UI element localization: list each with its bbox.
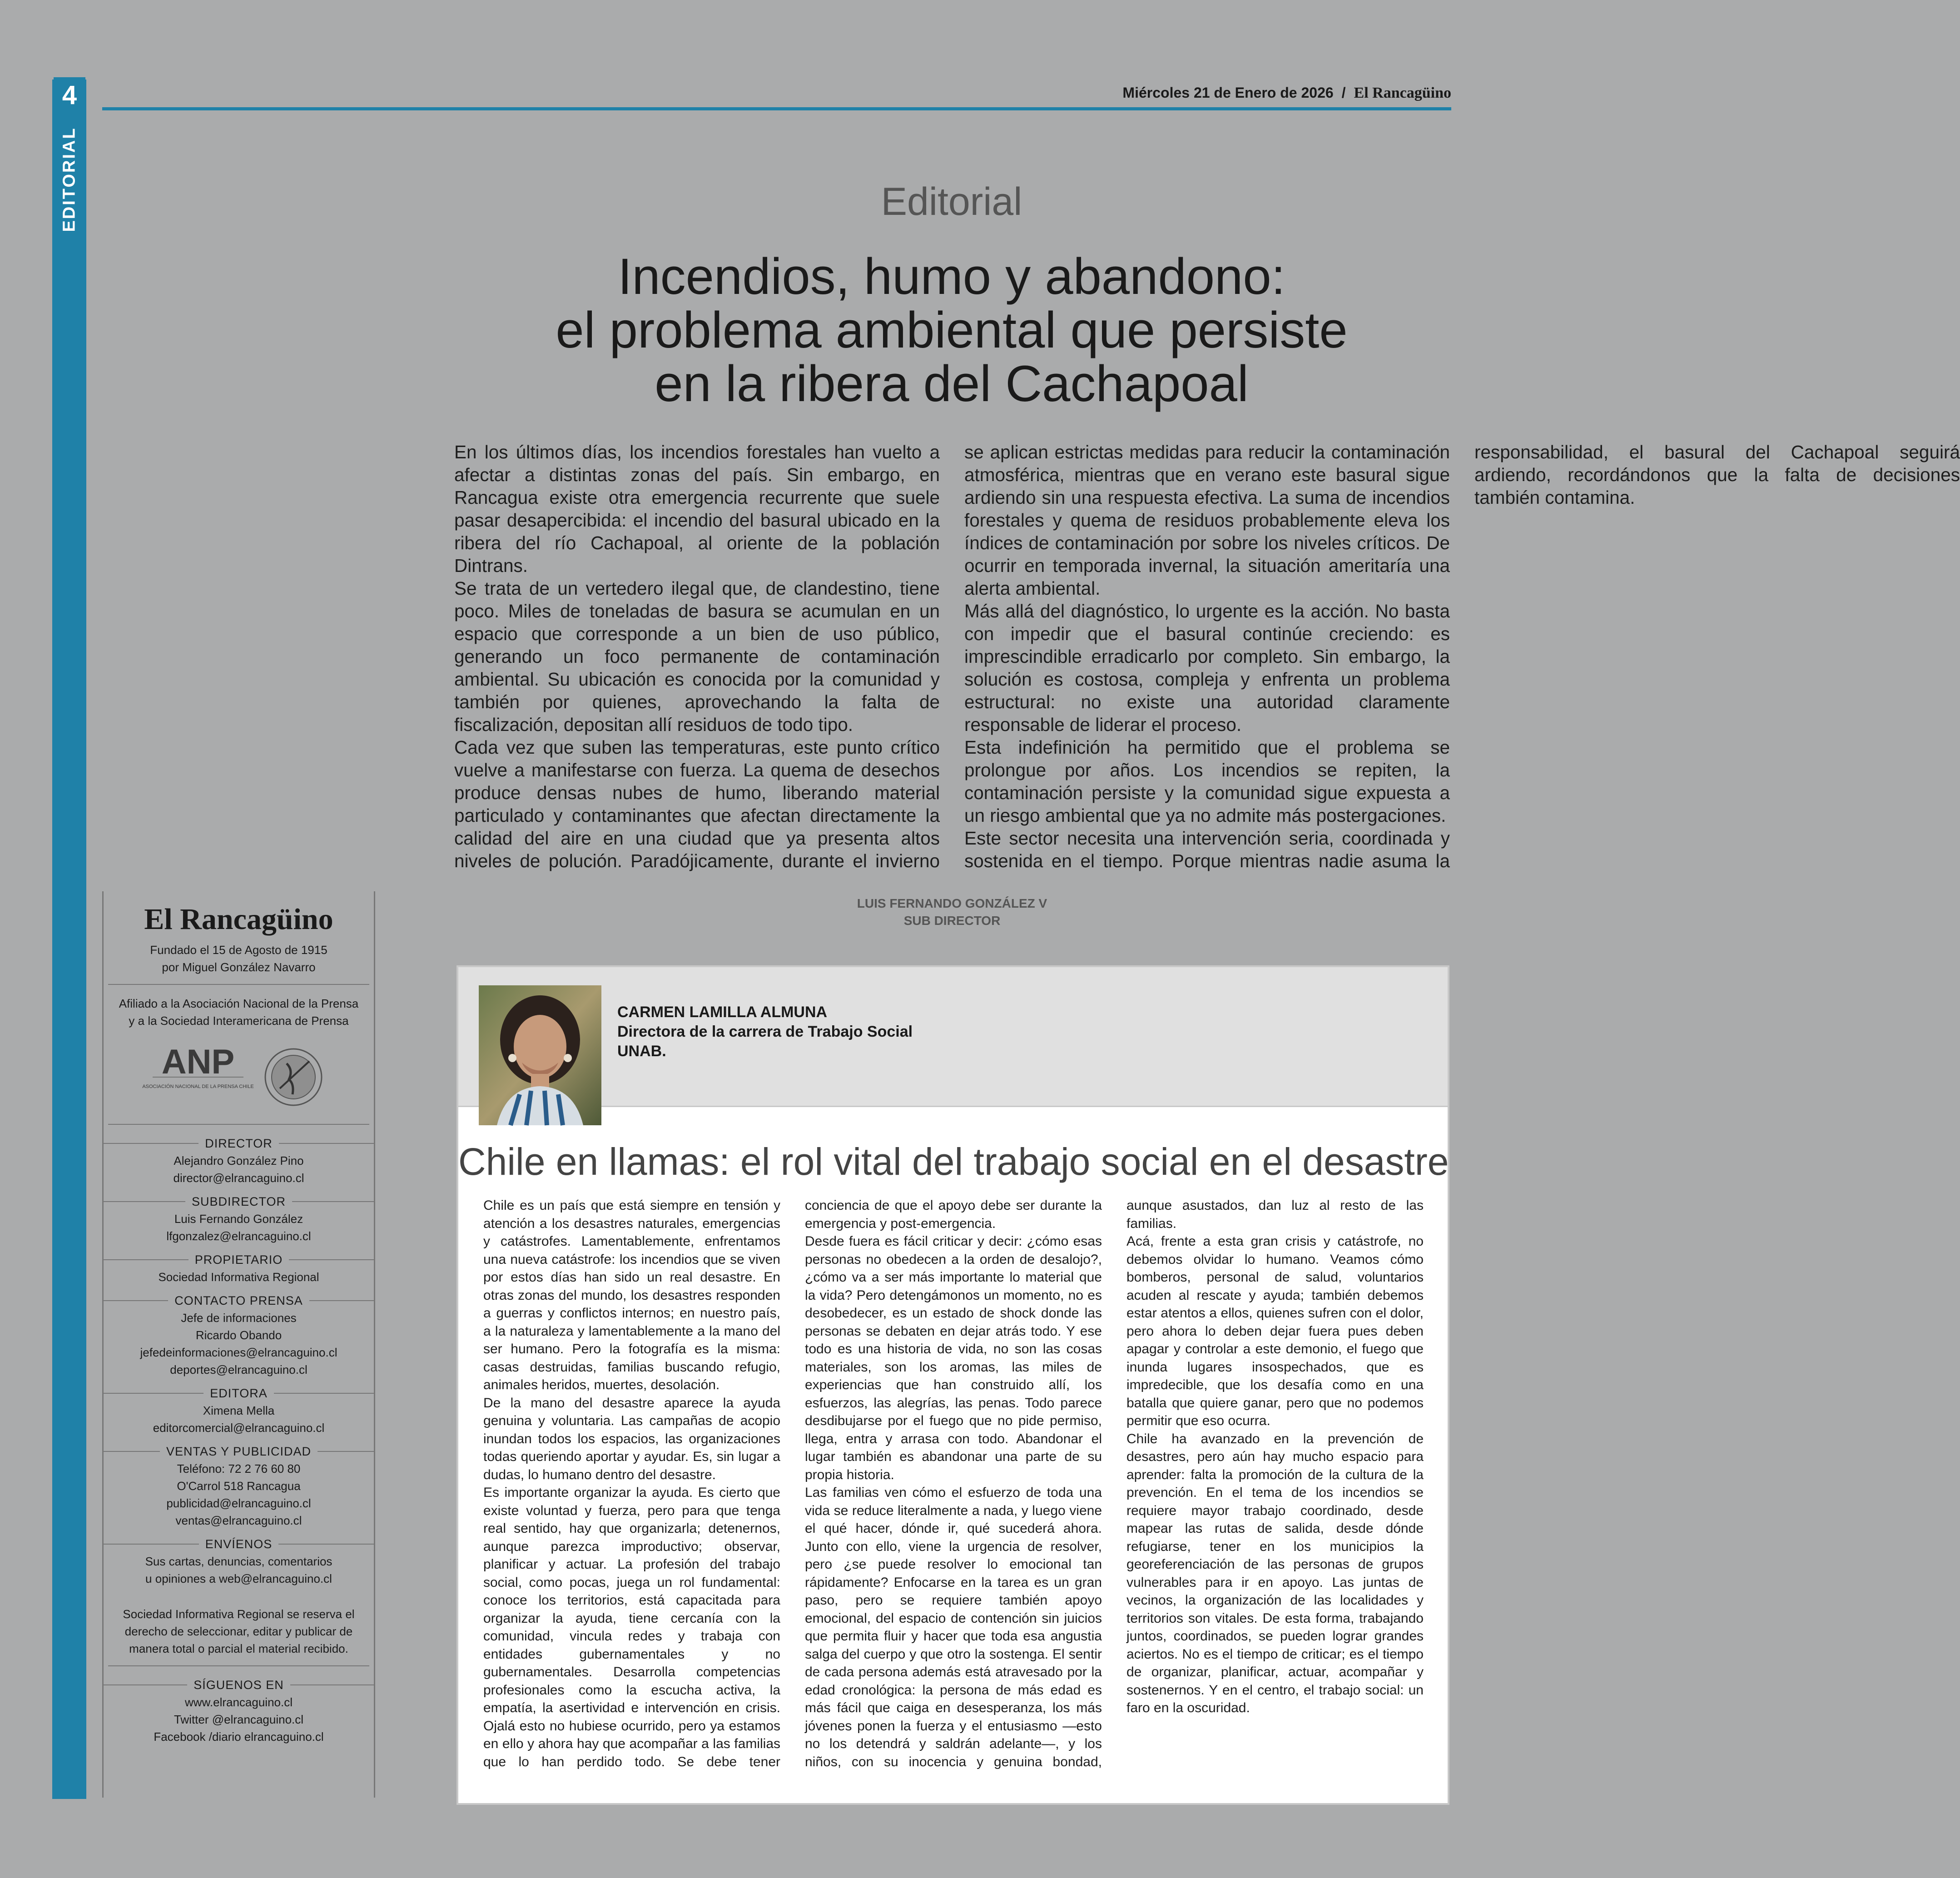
column-paragraph: Chile es un país que está siempre en tensión y atención a los desastres naturales, emergencias y catástrofes. Lamentablemente, enfrentamos una nueva catástrofe: los incendios que se viven por estos días han sido un real desastre. En otras zonas del mundo, los desastres responden a guerras y conflictos internos; en nuestro país, a la naturaleza y lamentablemente a la mano del ser humano. Pero la fotografía es la misma: casas destruidas, familias buscando refugio, animales heridos, muertes, desolación.	[483, 1198, 780, 1392]
subdirector-name: Luis Fernando González	[174, 1212, 303, 1226]
publication-name: El Rancagüino	[1354, 84, 1451, 101]
issue-date: Miércoles 21 de Enero de 2026	[1122, 84, 1334, 101]
author-photo	[479, 985, 601, 1125]
author-role: Directora de la carrera de Trabajo Social	[617, 1023, 913, 1040]
editorial-paragraph: Se trata de un vertedero ilegal que, de clandestino, tiene poco. Miles de toneladas de basura se acumulan en un espacio que corresponde a un bien de uso público, generando un foco permanente de contaminación ambiental. Su ubicación es conocida por la comunidad y también por quienes, aprovechando la falta de fiscalización, depositan allí residuos de todo tipo.	[454, 578, 940, 735]
editorial-headline	[454, 250, 1449, 411]
submissions-heading	[104, 1535, 374, 1553]
follow-heading	[104, 1676, 374, 1694]
submissions-heading-text: ENVÍENOS	[205, 1537, 273, 1551]
masthead-divider	[108, 984, 369, 985]
author-band	[458, 967, 1448, 1107]
editor-name: Ximena Mella	[203, 1404, 275, 1417]
headline-line: Incendios, humo y abandono:	[618, 248, 1285, 305]
editorial-paragraph: Esta indefinición ha permitido que el problema se prolongue por años. Los incendios se repiten, la contaminación persiste y la comunidad sigue expuesta a un riesgo ambiental que ya no admite más postergaciones.	[964, 737, 1450, 826]
column-paragraph: Las familias ven cómo el esfuerzo de toda una vida se reduce literalmente a nada, y luego viene el qué hacer, dónde ir, qué sucederá ahora. Junto con ello, viene la urgencia de resolver, pero ¿se puede resolver lo emocional tan rápidamente? Enfocarse en la tarea es un gran paso, pero se requiere también apoyo emocional, del espacio de contención sin juicios que permita fluir y hacer que toda esa angustia salga del cuerpo y que otro la sostenga. El sentir de cada persona además está atravesado por la edad cronológica: la persona de más edad es más fácil que caiga en desesperanza, los más jóvenes ponen la fuerza y el entusiasmo —esto no los detendrá y saldrán adelante—, y los niños, con su inocencia y genuina bondad, aunque asustados, dan luz al resto de las familias.	[805, 1198, 1424, 1769]
opinion-column	[457, 965, 1449, 1805]
disclaimer-line: derecho de seleccionar, editar y publicar de	[124, 1625, 353, 1638]
owner-heading	[104, 1251, 374, 1268]
section-color-bar	[52, 79, 86, 1799]
header-rule	[102, 107, 1451, 110]
page-number: 4	[54, 77, 85, 114]
author-credit	[617, 1003, 913, 1061]
column-paragraph: Desde fuera es fácil criticar y decir: ¿cómo esas personas no obedecen a la orden de desalojo?, ¿cómo va a ser más importante lo material que la vida? Pero detengámonos un momento, no es desobedecer, es un estado de shock donde las personas se debaten en dejar atrás todo. Y ese todo es una historia de vida, no son las cosas materiales, son los aromas, las miles de experiencias que han construido allí, los esfuerzos, las alegrías, las penas. Todo parece desdibujarse por el fuego que no pide permiso, llega, entra y arrasa con todo. Abandonar el lugar también es abandonar una parte de su propia historia.	[805, 1234, 1102, 1482]
disclaimer-line: manera total o parcial el material recibido.	[129, 1642, 348, 1655]
press-contact-email: jefedeinformaciones@elrancaguino.cl	[140, 1346, 337, 1359]
editor-email: editorcomercial@elrancaguino.cl	[153, 1421, 325, 1435]
byline-role: SUB DIRECTOR	[903, 914, 1001, 928]
editor-heading	[104, 1385, 374, 1402]
director-name: Alejandro González Pino	[174, 1154, 304, 1168]
founded-line: Fundado el 15 de Agosto de 1915	[150, 943, 327, 957]
sales-address: O'Carrol 518 Rancagua	[177, 1479, 301, 1493]
sales-email: ventas@elrancaguino.cl	[175, 1514, 302, 1527]
editorial-kicker: Editorial	[881, 180, 1022, 224]
follow-website: www.elrancaguino.cl	[184, 1695, 293, 1709]
subdirector-heading	[104, 1193, 374, 1210]
follow-heading-text: SÍGUENOS EN	[194, 1678, 284, 1692]
anp-logo	[142, 1041, 254, 1113]
masthead-divider	[108, 1124, 369, 1125]
owner-name: Sociedad Informativa Regional	[158, 1270, 319, 1284]
editorial-paragraph: Este sector necesita una intervención seria, coordinada y sostenida en el tiempo. Porque mientras nadie asuma la responsabilidad, el basural del Cachapoal seguirá ardiendo, recordándonos que la falta de decisiones también contamina.	[964, 442, 1960, 871]
sales-heading	[104, 1443, 374, 1460]
author-organization: UNAB.	[617, 1043, 666, 1060]
column-paragraph: Es importante organizar la ayuda. Es cierto que existe voluntad y fuerza, pero para que tenga real sentido, hay que organizarla; detenernos, aunque parezca improductivo; observar, planificar y actuar. La profesión del trabajo social, como pocas, juega un rol fundamental: conoce los territorios, está capacitada para organizar la ayuda, tiene cercanía con la comunidad, vincula redes y trabaja con entidades gubernamentales y no gubernamentales. Desarrolla competencias profesionales como la escucha activa, la empatía, la asertividad e intervención en crisis. Ojalá esto no hubiese ocurrido, pero ya estamos en ello y ahora hay que acompañar a las familias que lo han perdido todo. Se debe tener conciencia de que el apoyo debe ser durante la emergencia y post-emergencia.	[483, 1198, 1102, 1769]
director-heading	[104, 1135, 374, 1152]
editorial-byline	[454, 895, 1450, 929]
submissions-line: u opiniones a web@elrancaguino.cl	[145, 1572, 332, 1585]
disclaimer	[104, 1605, 374, 1657]
column-paragraph: Chile ha avanzado en la prevención de desastres, pero aún hay mucho espacio para aprender: falta la promoción de la cultura de la prevención. En el tema de los incendios se requiere mayor trabajo coordinado, desde mapear las rutas de salida, desde dónde refugiarse, tener en los municipios la georeferenciación de las personas de grupos vulnerables para ir en apoyo. Las juntas de vecinos, la organización de las localidades y territorios son vitales. De esta forma, trabajando juntos, coordinados, se pueden lograr grandes aciertos. No es el tiempo de criticar; es el tiempo de organizar, planificar, actuar, acompañar y sostenernos. Y en el centro, el trabajo social: un faro en la oscuridad.	[1126, 1431, 1424, 1715]
editorial-paragraph: Más allá del diagnóstico, lo urgente es la acción. No basta con impedir que el basural continúe creciendo: es imprescindible erradicarlo por completo. Sin embargo, la solución es costosa, compleja y enfrenta un problema estructural: no existe una autoridad claramente responsable de liderar el proceso.	[964, 601, 1450, 735]
owner-heading-text: PROPIETARIO	[194, 1253, 283, 1267]
director-email: director@elrancaguino.cl	[173, 1171, 304, 1185]
masthead-title: El Rancagüino	[144, 903, 333, 936]
follow-twitter: Twitter @elrancaguino.cl	[174, 1713, 304, 1726]
sales-heading-text: VENTAS Y PUBLICIDAD	[166, 1445, 312, 1458]
follow-facebook: Facebook /diario elrancaguino.cl	[154, 1730, 324, 1744]
header-dateline	[1122, 84, 1451, 102]
subdirector-email: lfgonzalez@elrancaguino.cl	[166, 1229, 311, 1243]
section-label-text: EDITORIAL	[60, 127, 79, 232]
editorial-paragraph: En los últimos días, los incendios forestales han vuelto a afectar a distintas zonas del país. Sin embargo, en Rancagua existe otra emergencia recurrente que suele pasar desapercibida: el incendio del basural ubicado en la ribera del río Cachapoal, al oriente de la población Dintrans.	[454, 442, 940, 576]
section-label	[60, 127, 79, 232]
director-heading-text: DIRECTOR	[205, 1137, 273, 1150]
sports-email: deportes@elrancaguino.cl	[170, 1363, 308, 1376]
affiliation-line: y a la Sociedad Interamericana de Prensa	[129, 1014, 349, 1028]
submissions-line: Sus cartas, denuncias, comentarios	[145, 1555, 332, 1568]
masthead-divider	[108, 1665, 369, 1666]
press-contact-heading	[104, 1292, 374, 1309]
byline-name: LUIS FERNANDO GONZÁLEZ V	[857, 896, 1047, 910]
founder-line: por Miguel González Navarro	[162, 960, 316, 974]
editorial-paragraph: Cada vez que suben las temperaturas, este punto crítico vuelve a manifestarse con fuerza. La quema de desechos produce densas nubes de humo, liberando material particulado y contaminantes que afectan directamente la calidad del aire en una ciudad que ya presenta altos niveles de polución. Paradójicamente, durante el invierno se aplican estrictas medidas para reducir la contaminación atmosférica, mientras que en verano este basural sigue ardiendo sin una respuesta efectiva. La suma de incendios forestales y quema de residuos probablemente eleva los índices de contaminación por sobre los niveles críticos. De ocurrir en temporada invernal, la situación ameritaría una alerta ambiental.	[454, 442, 1450, 871]
author-portrait	[479, 985, 601, 1125]
column-body	[483, 1197, 1424, 1787]
headline-line: el problema ambiental que persiste	[556, 302, 1348, 358]
press-contact-name: Ricardo Obando	[195, 1328, 282, 1342]
anp-logo-text: ANP	[161, 1043, 234, 1081]
subdirector-heading-text: SUBDIRECTOR	[191, 1195, 286, 1208]
author-name: CARMEN LAMILLA ALMUNA	[617, 1004, 828, 1021]
advertising-email: publicidad@elrancaguino.cl	[166, 1496, 311, 1510]
editorial-body	[454, 441, 1960, 872]
press-contact-role: Jefe de informaciones	[181, 1311, 297, 1325]
header-separator: /	[1341, 84, 1346, 101]
column-paragraph: De la mano del desastre aparece la ayuda genuina y voluntaria. Las campañas de acopio inundan todos los espacios, las organizaciones todas queriendo aportar y ayudar. Es, sin lugar a dudas, lo humano dentro del desastre.	[483, 1395, 780, 1482]
column-paragraph: Acá, frente a esta gran crisis y catástrofe, no debemos olvidar lo humano. Veamos cómo bomberos, personal de salud, voluntarios acuden al rescate y ayuda; también debemos estar atentos a ellos, quienes sufren con el dolor, pero ahora lo deben dejar fuera pues deben apagar y controlar a este demonio, el fuego que inunda lugares insospechados, que es impredecible, que los desafía como en una batalla que quiere ganar, pero que no podemos permitir que eso ocurra.	[1126, 1234, 1424, 1428]
sales-phone: Teléfono: 72 2 76 60 80	[177, 1462, 301, 1476]
masthead-staff-box	[102, 891, 375, 1798]
affiliation-line: Afiliado a la Asociación Nacional de la Prensa	[119, 997, 359, 1010]
press-contact-heading-text: CONTACTO PRENSA	[174, 1294, 303, 1307]
column-title: Chile en llamas: el rol vital del trabajo social en el desastre	[458, 1140, 1449, 1183]
editor-heading-text: EDITORA	[210, 1386, 268, 1400]
headline-line: en la ribera del Cachapoal	[655, 355, 1249, 412]
disclaimer-line: Sociedad Informativa Regional se reserva el	[123, 1607, 355, 1621]
anp-logo-subtext: ASOCIACIÓN NACIONAL DE LA PRENSA CHILE	[142, 1084, 254, 1089]
affiliation-logos	[104, 1038, 374, 1116]
sip-logo	[262, 1045, 325, 1109]
